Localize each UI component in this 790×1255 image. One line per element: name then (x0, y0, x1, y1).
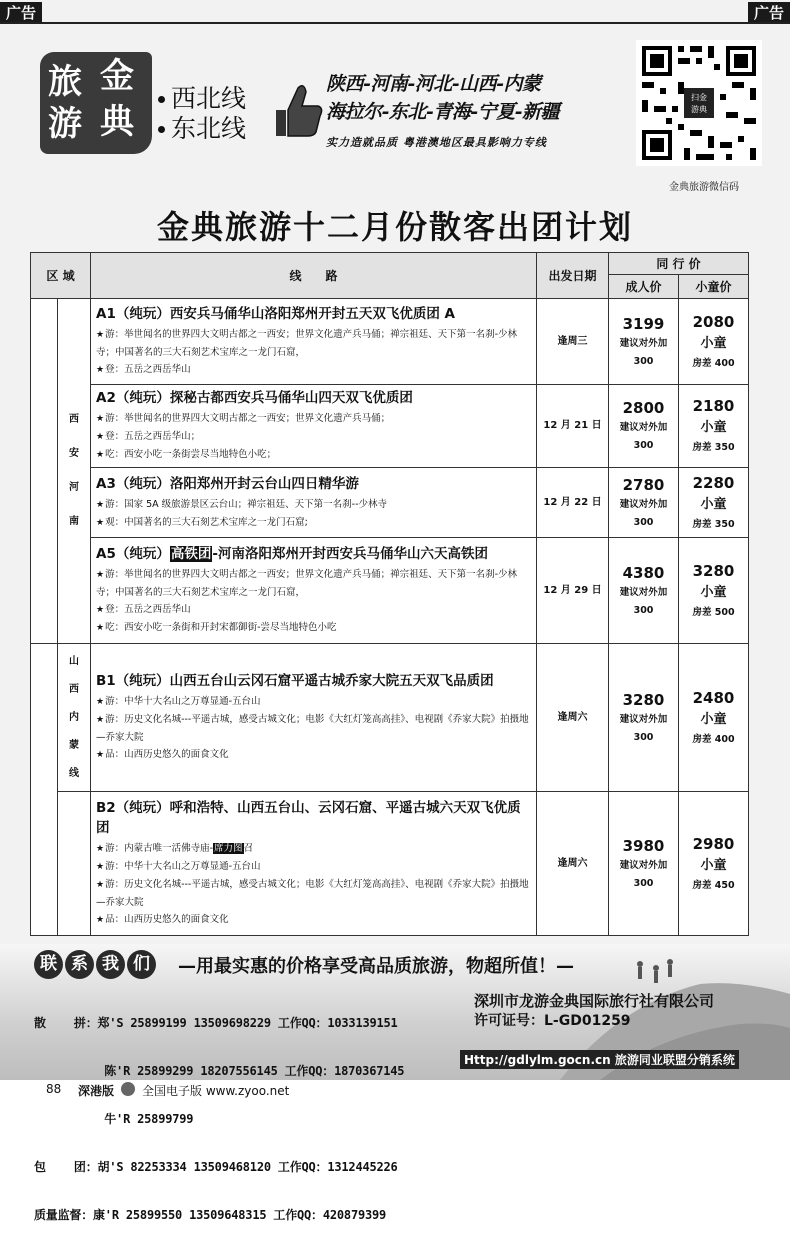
contact-char: 我 (96, 950, 125, 979)
edition-badge-icon (121, 1082, 135, 1096)
contact-char: 们 (127, 950, 156, 979)
contact-char: 联 (34, 950, 63, 979)
logo-char-2: 金 (100, 56, 134, 96)
tour-schedule-table (30, 252, 749, 936)
table-row (31, 792, 749, 936)
child-label: 小童 (700, 711, 727, 727)
markup-advice: 建议对外加 (619, 713, 668, 725)
contact-char: 系 (65, 950, 94, 979)
markup-amount: 300 (633, 355, 654, 367)
region-xian-henan (58, 299, 91, 644)
table-row (31, 385, 749, 468)
table-row (31, 644, 749, 792)
route-detail: ★游：国家 5A 级旅游景区云台山；禅宗祖廷、天下第一名刹--少林寺 (96, 498, 388, 510)
route-b1 (91, 644, 537, 792)
svg-text:扫金: 扫金 (691, 93, 707, 102)
adult-price-cell (609, 385, 679, 468)
qr-code-icon (636, 40, 762, 166)
regions-tagline: 实力造就品质 粤港澳地区最具影响力专线 (326, 136, 547, 149)
route-detail: ★登：五岳之西岳华山； (96, 431, 201, 442)
room-difference: 房差 350 (692, 442, 735, 453)
adult-price: 3280 (622, 690, 665, 709)
route-line-northeast: 东北线 (158, 114, 246, 144)
route-title: A1（纯玩）西安兵马俑华山洛阳郑州开封五天双飞优质团 A (96, 306, 455, 322)
route-detail: ★游：历史文化名城---平遥古城，感受古城文化；电影《大红灯笼高高挂》、电视剧《乔家大院》拍摄地—乔家大院 (96, 879, 529, 908)
license-number: 许可证号：L-GD01259 (474, 1013, 631, 1029)
room-difference: 房差 500 (692, 606, 735, 618)
table-header-row (31, 253, 749, 275)
adult-price: 2800 (622, 399, 665, 417)
child-label: 小童 (700, 584, 727, 600)
child-price-cell (679, 299, 749, 385)
child-label: 小童 (700, 496, 727, 512)
child-price: 3280 (692, 561, 735, 580)
region-shanxi-inner-mongolia (58, 644, 91, 792)
markup-advice: 建议对外加 (619, 859, 668, 871)
logo-char-3: 游 (48, 104, 82, 144)
header-date: 出发日期 (537, 253, 609, 299)
table-row (31, 538, 749, 644)
route-a1 (91, 299, 537, 385)
svg-text:游典: 游典 (691, 105, 707, 114)
adult-price: 2780 (622, 475, 665, 494)
route-detail: ★观：中国著名的三大石刻艺术宝库之一龙门石窟; (96, 516, 308, 528)
top-divider (0, 22, 790, 24)
ad-label-left: 广告 (0, 2, 42, 24)
departure-date: 逢周六 (537, 644, 609, 792)
route-b2 (91, 792, 537, 936)
markup-advice: 建议对外加 (619, 498, 668, 510)
region-char: 南 (69, 516, 79, 527)
header-peer-price: 同 行 价 (609, 253, 749, 275)
contact-list (34, 983, 404, 1255)
adult-price-cell (609, 299, 679, 385)
child-price: 2980 (692, 834, 735, 853)
region-char: 河 (69, 482, 79, 493)
child-label: 小童 (700, 857, 727, 873)
markup-amount: 300 (633, 516, 654, 528)
route-title: A3（纯玩）洛阳郑州开封云台山四日精华游 (96, 475, 359, 492)
departure-date: 逢周六 (537, 792, 609, 936)
adult-price: 3980 (622, 836, 665, 855)
region-char: 西 (69, 683, 79, 695)
route-detail: ★游：举世闻名的世界四大文明古都之一西安；世界文化遗产兵马俑；禅宗祖廷、天下第一名刹-少林寺；中国著名的三大石刻艺术宝库之一龙门石窟， (96, 329, 518, 358)
wechat-qr-code (636, 40, 762, 166)
logo-char-1: 旅 (48, 62, 82, 102)
route-a3 (91, 468, 537, 538)
departure-date: 12 月 29 日 (537, 538, 609, 644)
adult-price-cell (609, 792, 679, 936)
qr-caption: 金典旅游微信码 (669, 182, 739, 193)
contact-us-heading (34, 950, 158, 979)
footer-slogan: —用最实惠的价格享受高品质旅游，物超所值！— (178, 956, 574, 977)
markup-advice: 建议对外加 (619, 586, 668, 598)
markup-advice: 建议对外加 (619, 422, 668, 433)
route-a5 (91, 538, 537, 644)
bottom-bar (0, 1080, 790, 1100)
highlight-high-speed-rail: 高铁团 (170, 546, 212, 562)
national-edition-link[interactable]: 全国电子版 www.zyoo.net (142, 1084, 290, 1098)
markup-amount: 300 (633, 440, 654, 451)
child-price-cell (679, 792, 749, 936)
route-a2 (91, 385, 537, 468)
region-char: 内 (69, 711, 79, 723)
child-price: 2480 (692, 688, 735, 707)
region-char: 安 (69, 448, 79, 459)
region-char: 线 (69, 767, 79, 779)
page-number: 88 (46, 1082, 62, 1096)
brand-logo (40, 52, 152, 154)
departure-date: 逢周三 (537, 299, 609, 385)
route-detail: ★品：山西历史悠久的面食文化 (96, 749, 229, 760)
route-detail: ★吃：西安小吃一条街和开封宋都御街-尝尽当地特色小吃 (96, 622, 337, 633)
region-char: 山 (69, 655, 79, 667)
route-detail: ★游：中华十大名山之万尊显通-五台山 (96, 696, 261, 707)
table-row (31, 468, 749, 538)
route-detail: ★游：内蒙古唯一活佛寺庙-席力图召 (96, 843, 254, 854)
header-route: 线 路 (91, 253, 537, 299)
child-price-cell (679, 385, 749, 468)
thumbs-up-icon (268, 80, 324, 138)
markup-amount: 300 (633, 604, 654, 616)
route-detail: ★登：五岳之西岳华山 (96, 604, 191, 615)
ad-label-right: 广告 (748, 2, 790, 24)
region-spacer (31, 299, 58, 644)
adult-price: 4380 (622, 563, 665, 582)
edition-label: 深港版 (78, 1084, 115, 1098)
markup-advice: 建议对外加 (619, 337, 668, 349)
bullet-dot (158, 126, 165, 133)
room-difference: 房差 450 (692, 879, 735, 891)
region-spacer (31, 644, 58, 936)
logo-char-4: 典 (100, 102, 134, 142)
child-label: 小童 (700, 335, 727, 351)
route-detail: ★游：举世闻名的世界四大文明古都之一西安；世界文化遗产兵马俑；禅宗祖廷、天下第一名刹-少林寺；中国著名的三大石刻艺术宝库之一龙门石窟， (96, 569, 518, 598)
route-title: B2（纯玩）呼和浩特、山西五台山、云冈石窟、平遥古城六天双飞优质团 (96, 800, 521, 836)
regions-line-1: 陕西-河南-河北-山西-内蒙 (326, 73, 541, 95)
contact-line: 质量监督：康'R 25899550 13509648315 工作QQ：420879399 (34, 1208, 387, 1222)
regions-list (326, 70, 636, 126)
child-price: 2080 (692, 312, 735, 331)
child-price-cell (679, 538, 749, 644)
adult-price-cell (609, 468, 679, 538)
header-region: 区 域 (31, 253, 91, 299)
route-title: A5（纯玩）高铁团-河南洛阳郑州开封西安兵马俑华山六天高铁团 (96, 546, 488, 562)
region-char: 蒙 (69, 739, 79, 751)
departure-date: 12 月 21 日 (537, 385, 609, 468)
departure-date: 12 月 22 日 (537, 468, 609, 538)
route-lines (158, 84, 246, 144)
room-difference: 房差 350 (692, 518, 735, 530)
route-detail: ★游：中华十大名山之万尊显通-五台山 (96, 861, 261, 872)
contact-line: 包 团：胡'S 82253334 13509468120 工作QQ：1312445226 (34, 1160, 398, 1174)
bullet-dot (158, 96, 165, 103)
region-empty (58, 792, 91, 936)
company-name: 深圳市龙游金典国际旅行社有限公司 (474, 992, 715, 1010)
highlight-xilitu: 席力图 (214, 843, 243, 854)
route-detail: ★游：举世闻名的世界四大文明古都之一西安；世界文化遗产兵马俑； (96, 413, 391, 424)
adult-price-cell (609, 538, 679, 644)
route-title: A2（纯玩）探秘古都西安兵马俑华山四天双飞优质团 (96, 390, 413, 406)
table-row (31, 299, 749, 385)
markup-amount: 300 (633, 877, 654, 889)
child-label: 小童 (700, 420, 727, 435)
header-child-price: 小童价 (679, 275, 749, 299)
route-detail: ★登：五岳之西岳华山 (96, 364, 191, 375)
child-price: 2180 (692, 397, 735, 415)
contact-line: 陈'R 25899299 18207556145 工作QQ：1870367145 (34, 1064, 405, 1078)
contact-line: 散 拼：郑'S 25899199 13509698229 工作QQ：1033139151 (34, 1016, 398, 1030)
region-char: 西 (69, 414, 79, 425)
website-link[interactable]: Http://gdlylm.gocn.cn 旅游同业联盟分销系统 (460, 1050, 739, 1069)
child-price-cell (679, 468, 749, 538)
markup-amount: 300 (633, 731, 654, 743)
adult-price: 3199 (622, 314, 665, 333)
room-difference: 房差 400 (692, 357, 735, 369)
regions-line-2: 海拉尔-东北-青海-宁夏-新疆 (326, 101, 560, 123)
room-difference: 房差 400 (692, 733, 735, 745)
header-adult-price: 成人价 (609, 275, 679, 299)
child-price: 2280 (692, 473, 735, 492)
route-detail: ★吃：西安小吃一条街尝尽当地特色小吃； (96, 449, 277, 460)
route-detail: ★品：山西历史悠久的面食文化 (96, 914, 229, 925)
route-line-northwest: 西北线 (158, 84, 246, 114)
route-detail: ★游：历史文化名城---平遥古城，感受古城文化；电影《大红灯笼高高挂》、电视剧《乔家大院》拍摄地—乔家大院 (96, 714, 529, 743)
page-title: 金典旅游十二月份散客出团计划 (156, 208, 633, 246)
child-price-cell (679, 644, 749, 792)
adult-price-cell (609, 644, 679, 792)
contact-line: 牛'R 25899799 (34, 1112, 194, 1126)
route-title: B1（纯玩）山西五台山云冈石窟平遥古城乔家大院五天双飞品质团 (96, 673, 494, 689)
